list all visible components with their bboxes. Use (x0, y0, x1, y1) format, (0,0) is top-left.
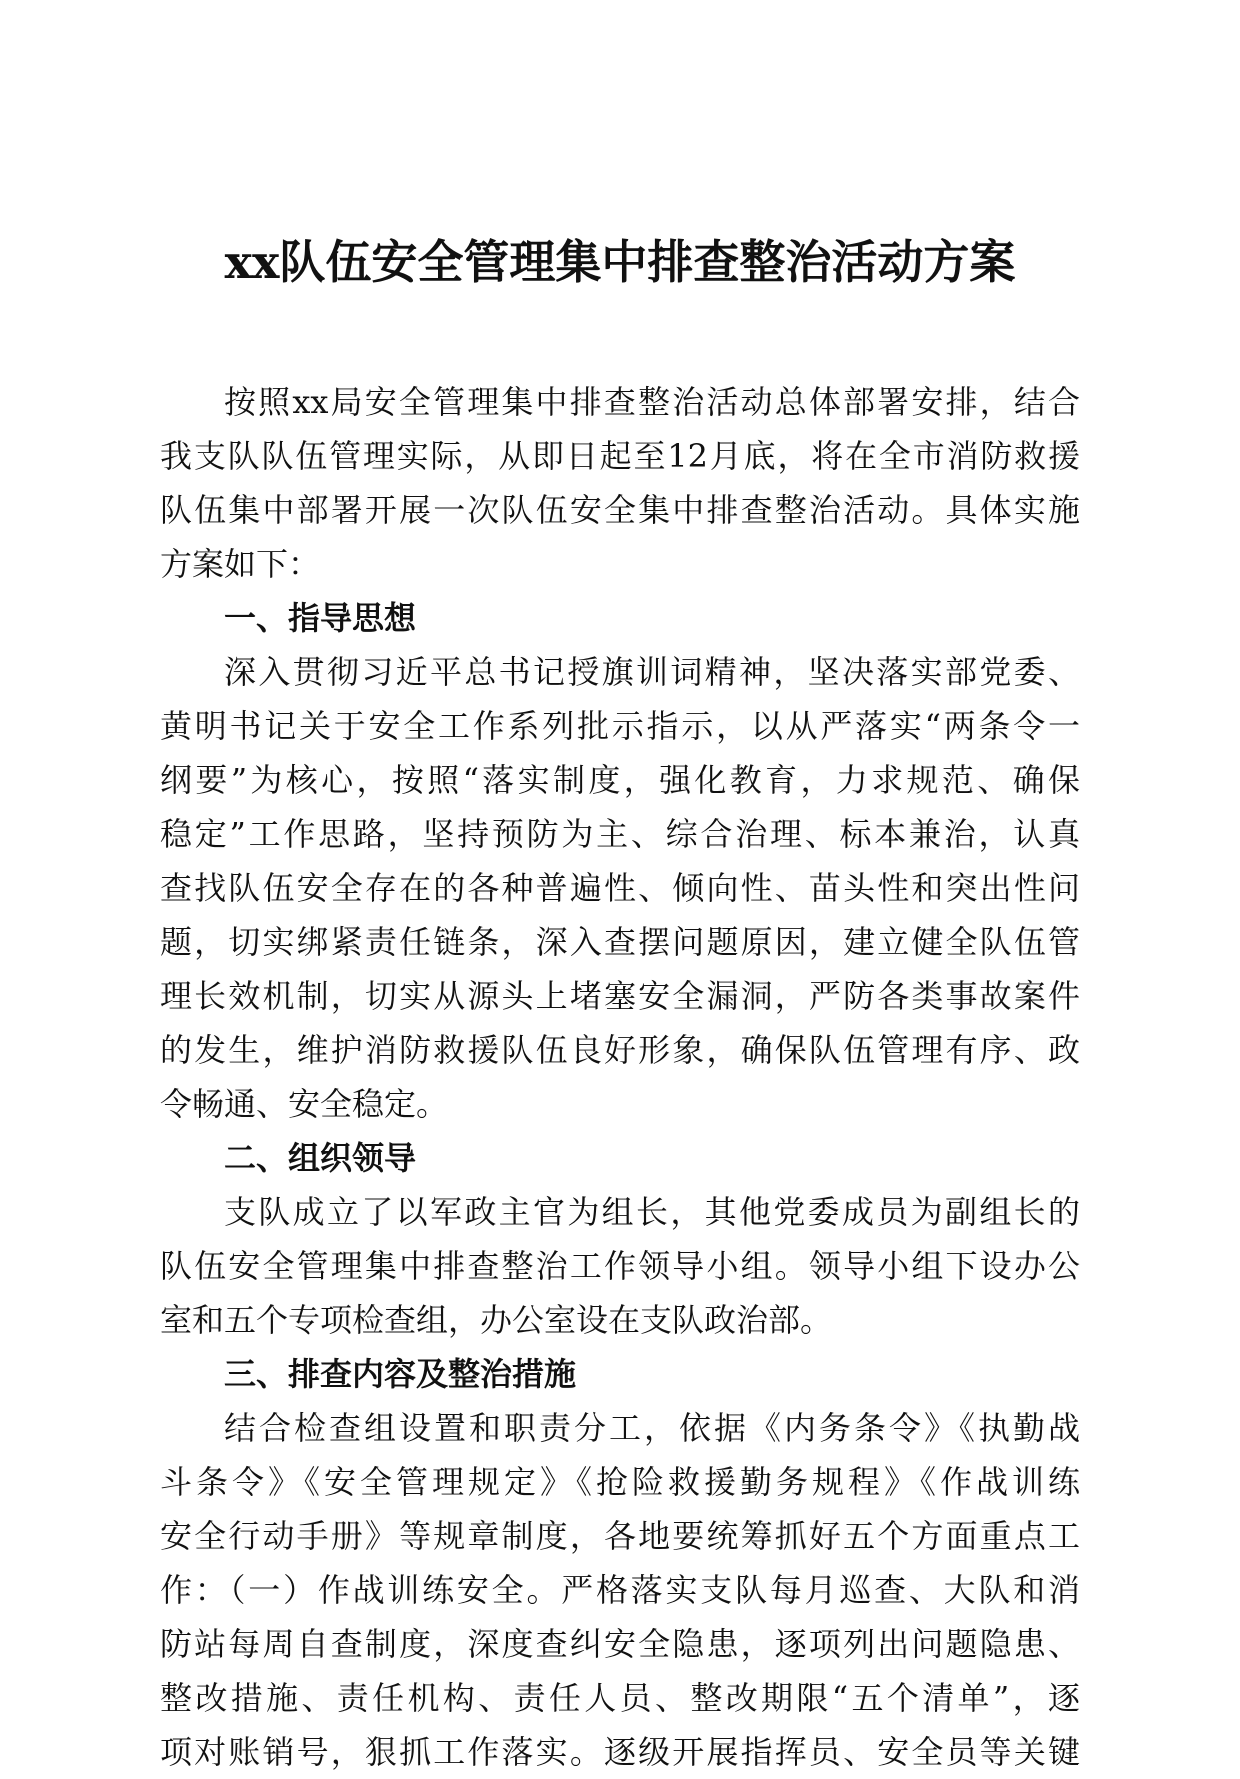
document-body (160, 375, 1080, 1779)
section-heading: 一、指导思想 (224, 599, 417, 637)
body-line: 队伍集中部署开展一次队伍安全集中排查整治活动。具体实施 (160, 491, 1080, 529)
body-line: 防站每周自查制度，深度查纠安全隐患，逐项列出问题隐患、 (160, 1625, 1080, 1663)
body-line: 支队成立了以军政主官为组长，其他党委成员为副组长的 (224, 1193, 1080, 1231)
document-title: xx队伍安全管理集中排查整治活动方案 (224, 235, 1016, 289)
body-line: 结合检查组设置和职责分工，依据《内务条令》《执勤战 (224, 1409, 1080, 1447)
body-line: 按照xx局安全管理集中排查整治活动总体部署安排，结合 (224, 383, 1080, 421)
section-heading: 三、排查内容及整治措施 (224, 1355, 577, 1393)
body-line: 理长效机制，切实从源头上堵塞安全漏洞，严防各类事故案件 (160, 977, 1080, 1015)
body-line: 黄明书记关于安全工作系列批示指示，以从严落实“两条令一 (160, 707, 1080, 745)
body-line: 查找队伍安全存在的各种普遍性、倾向性、苗头性和突出性问 (160, 869, 1080, 907)
body-line: 题，切实绑紧责任链条，深入查摆问题原因，建立健全队伍管 (160, 923, 1080, 961)
body-line: 的发生，维护消防救援队伍良好形象，确保队伍管理有序、政 (160, 1031, 1080, 1069)
body-line: 安全行动手册》等规章制度，各地要统筹抓好五个方面重点工 (160, 1517, 1080, 1555)
body-line: 室和五个专项检查组，办公室设在支队政治部。 (160, 1301, 833, 1339)
body-line: 队伍安全管理集中排查整治工作领导小组。领导小组下设办公 (160, 1247, 1080, 1285)
body-line: 方案如下： (160, 545, 321, 583)
body-line: 项对账销号，狠抓工作落实。逐级开展指挥员、安全员等关键 (160, 1733, 1080, 1771)
body-line: 我支队队伍管理实际，从即日起至12月底，将在全市消防救援 (160, 437, 1080, 475)
body-line: 纲要”为核心，按照“落实制度，强化教育，力求规范、确保 (160, 761, 1080, 799)
body-line: 整改措施、责任机构、责任人员、整改期限“五个清单”，逐 (160, 1679, 1080, 1717)
body-line: 作：（一）作战训练安全。严格落实支队每月巡查、大队和消 (160, 1571, 1080, 1609)
body-line: 令畅通、安全稳定。 (160, 1085, 449, 1123)
body-line: 斗条令》《安全管理规定》《抢险救援勤务规程》《作战训练 (160, 1463, 1080, 1501)
body-line: 稳定”工作思路，坚持预防为主、综合治理、标本兼治，认真 (160, 815, 1080, 853)
section-heading: 二、组织领导 (224, 1139, 417, 1177)
body-line: 深入贯彻习近平总书记授旗训词精神，坚决落实部党委、 (224, 653, 1080, 691)
